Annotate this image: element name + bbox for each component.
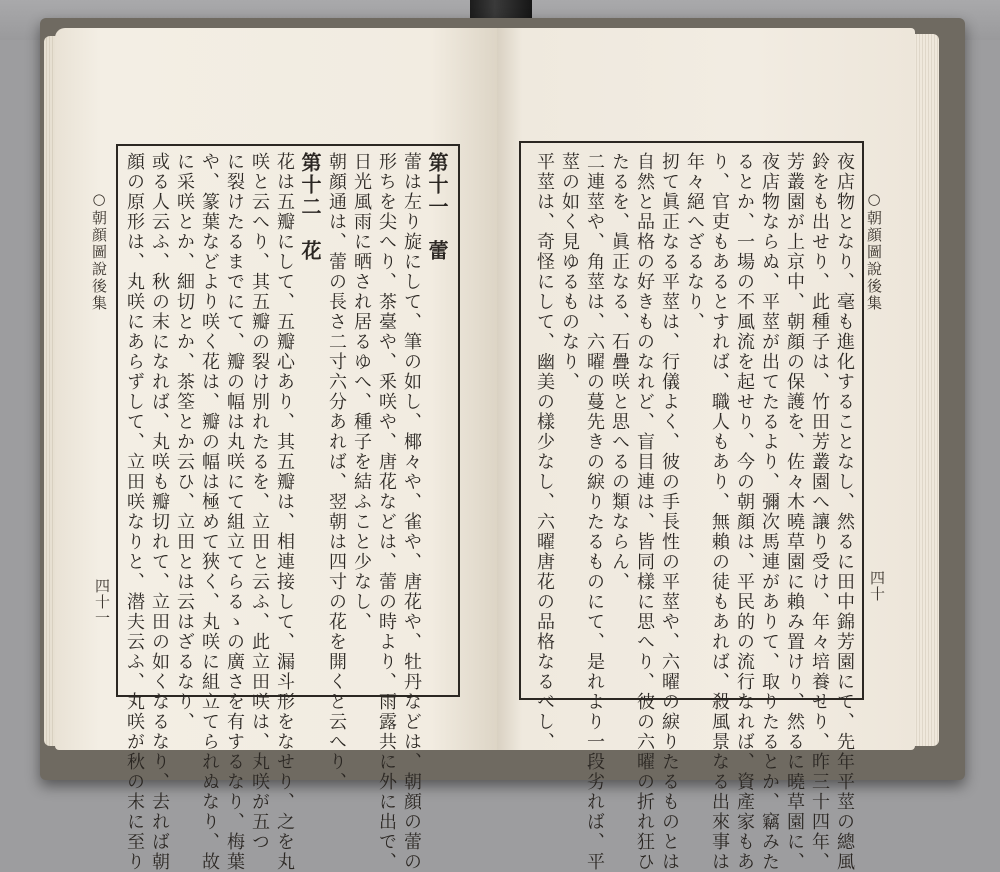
left-text-column: 蕾は左り旋にして、筆の如し、椰々や、雀や、唐花や、牡丹などは、朝顔の蕾の xyxy=(401,152,422,872)
left-text-column: 朝顔通は、蕾の長さ二寸六分あれば、翌朝は四寸の花を開くと云へり、 xyxy=(326,152,347,792)
folio-left: 四十一 xyxy=(93,578,111,626)
left-text-column: や、篆葉などより咲く花は、瓣の幅は極めて狹く、丸咲に組立てられぬなり、故 xyxy=(199,152,220,872)
right-text-column: 平莖は、奇怪にして、幽美の樣少なし、六曜唐花の品格なるべし、 xyxy=(534,152,555,752)
left-heading-11: 第十一 蕾 xyxy=(425,152,449,262)
right-text-column: 莖の如く見ゆるものなり、 xyxy=(559,152,580,392)
folio-right: 四十 xyxy=(868,570,886,602)
left-text-column: に裂けたるまでにて、瓣の幅は丸咲にて組立てらるゝの廣さを有するなり、梅葉 xyxy=(224,152,245,872)
right-text-column: 扨て眞正なる平莖は、行儀よく、彼の手長性の平莖や、六曜の綟りたるものとは xyxy=(659,152,680,872)
right-text-column: り、官吏もあるとすれば、職人もあり、無賴の徒もあれば、殺風景なる出來事は xyxy=(709,152,730,872)
left-text-column: に采咲とか、細切とか、茶筌とか云ひ、立田とは云はざるなり、 xyxy=(174,152,195,732)
right-text-column: 夜店物ならぬ、平莖が出てたるより、彌次馬連がありて、取りたるとか、竊みた xyxy=(759,152,780,872)
right-text-column: 年々絕へざるなり、 xyxy=(684,152,705,332)
right-text-column: 鈴をも出せり、此種子は、竹田芳叢園へ讓り受け、年々培養せり、昨三十四年、 xyxy=(809,152,830,872)
left-text-column: 咲と云へり、其五瓣の裂け別れたるを、立田と云ふ、此立田咲は、丸咲が五つ xyxy=(249,152,270,852)
running-head-right: ○朝顔圖說後集 xyxy=(865,190,883,312)
left-text-column: 日光風雨に晒され居るゆへ、種子を結ふこと少なし、 xyxy=(351,152,372,632)
right-text-column: たるを、眞正なる、石疊咲と思へるの類ならん、 xyxy=(609,152,630,592)
right-text-column: 自然と品格の好きものなれど、盲目連は、皆同樣に思へり、彼の六曜の折れ狂ひ xyxy=(634,152,655,872)
left-heading-12: 第十二 花 xyxy=(298,152,322,262)
right-text-column: 芳叢園が上京中、朝顔の保護を、佐々木曉草園に賴み置けり、然るに曉草園に、 xyxy=(784,152,805,872)
right-text-column: 夜店物となり、毫も進化することなし、然るに田中錦芳園にて、先年平莖の總風 xyxy=(834,152,855,872)
left-text-column: 顔の原形は、丸咲にあらずして、立田咲なりと、潜夫云ふ、丸咲が秋の末に至り xyxy=(124,152,145,872)
right-text-column: 二連莖や、角莖は、六曜の蔓先きの綟りたるものにて、是れより一段劣れば、平 xyxy=(584,152,605,872)
left-text-column: 形ちを尖へり、茶臺や、釆咲や、唐花などは、蕾の時より、雨露共に外に出で、 xyxy=(376,152,397,872)
right-text-column: るとか、一場の不風流を起せり、今の朝顔は、平民的の流行なれば、資產家もあ xyxy=(734,152,755,872)
running-head-left: ○朝顔圖說後集 xyxy=(90,190,108,312)
left-text-column: 花は五瓣にして、五瓣心あり、其五瓣は、相連接して、漏斗形をなせり、之を丸 xyxy=(274,152,295,872)
left-text-column: 或る人云ふ、秋の末になれば、丸咲も瓣切れて、立田の如くなるなり、去れば朝 xyxy=(149,152,170,872)
